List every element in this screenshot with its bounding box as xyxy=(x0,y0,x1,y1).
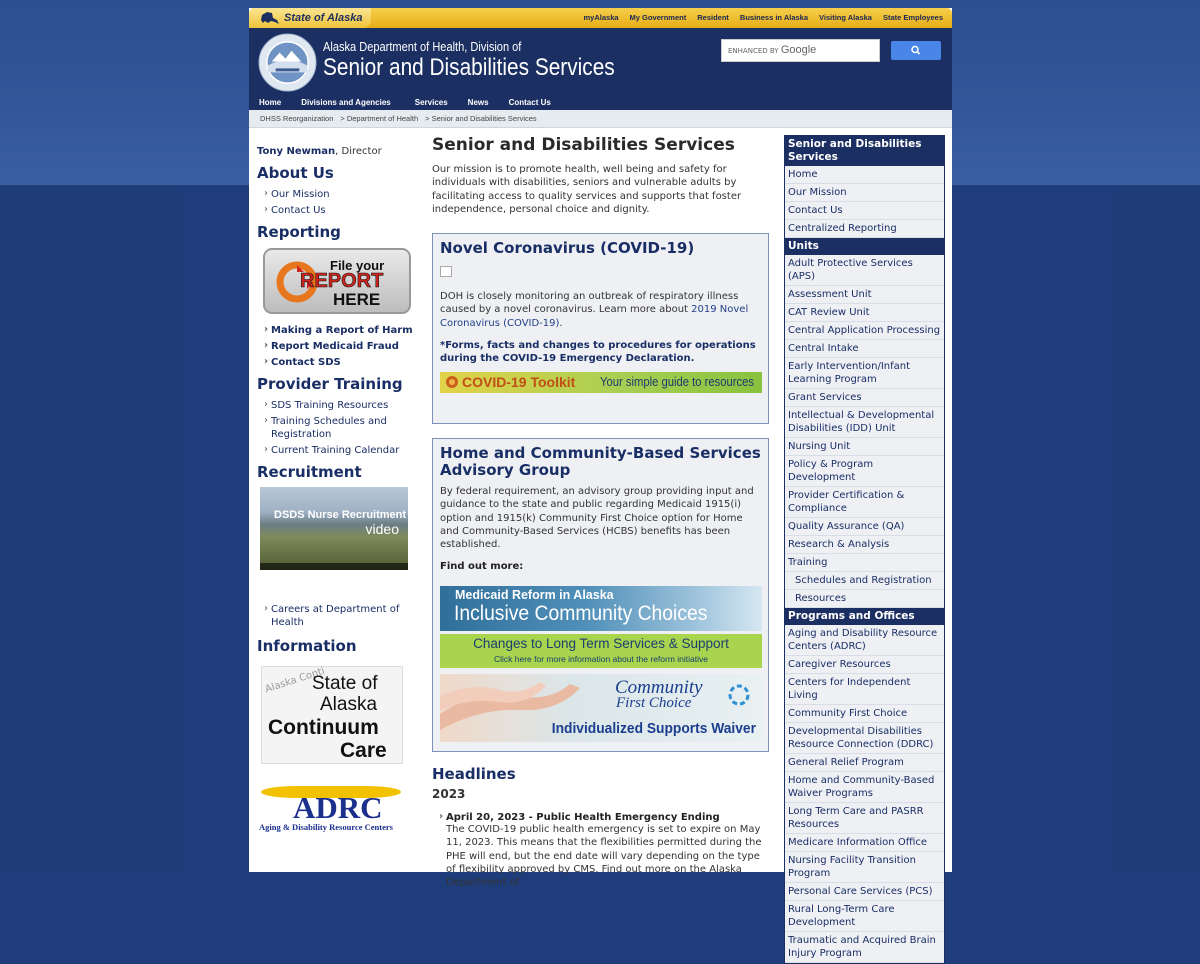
sidebar-link[interactable]: Home xyxy=(785,166,944,184)
toolkit-tagline: Your simple guide to resources xyxy=(600,375,755,390)
sidebar-link[interactable]: Central Application Processing xyxy=(785,322,944,340)
page-background-right xyxy=(1115,185,1200,872)
top-link-my-government[interactable]: My Government xyxy=(629,13,687,22)
video-title-line2: video xyxy=(365,521,399,537)
sidebar-link[interactable]: Assessment Unit xyxy=(785,286,944,304)
banner3-line3: Individualized Supports Waiver xyxy=(551,719,756,737)
page-container xyxy=(249,8,952,959)
state-of-alaska-link[interactable] xyxy=(249,8,371,28)
right-sidebar xyxy=(784,135,945,964)
nav-divisions[interactable]: Divisions and Agencies xyxy=(301,98,391,107)
recruitment-video[interactable] xyxy=(260,487,408,570)
sidebar-link[interactable]: Caregiver Resources xyxy=(785,656,944,674)
state-seal-icon[interactable] xyxy=(258,33,317,92)
information-heading: Information xyxy=(257,637,357,655)
covid-toolkit-banner[interactable] xyxy=(440,372,762,393)
mission-statement: Our mission is to promote health, well being and safety for individuals with disabilities, seniors and vulnerable adults by facilitating access to quality services and supports that foster independence, personal choice and dignity. xyxy=(432,164,742,215)
sidebar-link[interactable]: Nursing Unit xyxy=(785,438,944,456)
banner3-line2: First Choice xyxy=(616,694,692,711)
continuum-line4: Care xyxy=(340,739,387,762)
sidebar-link[interactable]: Quality Assurance (QA) xyxy=(785,518,944,536)
sidebar-link[interactable]: Training xyxy=(785,554,944,572)
sidebar-link[interactable]: Central Intake xyxy=(785,340,944,358)
sidebar-link[interactable]: Policy & Program Development xyxy=(785,456,944,487)
sidebar-link[interactable]: Traumatic and Acquired Brain Injury Program xyxy=(785,932,944,963)
search-input[interactable] xyxy=(721,39,880,62)
top-links xyxy=(584,8,943,28)
covid-info-link[interactable]: 2019 Novel Coronavirus (COVID-19) xyxy=(440,304,749,329)
sidebar-link[interactable]: Contact Us xyxy=(785,202,944,220)
video-controls[interactable] xyxy=(260,563,408,570)
sidebar-link[interactable]: Our Mission xyxy=(785,184,944,202)
report-banner-line2: REPORT xyxy=(300,270,384,292)
breadcrumb-item[interactable]: DHSS Reorganization xyxy=(260,114,334,123)
headlines-heading: Headlines xyxy=(432,765,516,783)
community-first-choice-banner[interactable] xyxy=(440,674,762,742)
sidebar-link[interactable]: Research & Analysis xyxy=(785,536,944,554)
director-name[interactable]: Tony Newman xyxy=(257,146,336,157)
sidebar-link[interactable]: Rural Long-Term Care Development xyxy=(785,901,944,932)
sidebar-link[interactable]: Personal Care Services (PCS) xyxy=(785,883,944,901)
covid-heading: Novel Coronavirus (COVID-19) xyxy=(440,239,695,257)
sidebar-link[interactable]: Provider Certification & Compliance xyxy=(785,487,944,518)
sidebar-link[interactable]: Nursing Facility Transition Program xyxy=(785,852,944,883)
search-enhanced-label: ENHANCED BY xyxy=(728,47,779,55)
page-background-left xyxy=(0,185,182,872)
top-link-business[interactable]: Business in Alaska xyxy=(739,13,809,22)
sidebar-section-heading: Programs and Offices xyxy=(785,608,944,625)
main-column xyxy=(432,135,772,216)
top-link-resident[interactable]: Resident xyxy=(697,13,729,22)
virus-icon xyxy=(443,373,461,391)
alaska-map-icon xyxy=(260,11,280,25)
nav-services[interactable]: Services xyxy=(414,98,448,107)
continuum-line1: State of xyxy=(312,673,378,694)
headlines-section xyxy=(432,765,772,889)
banner1-line1: Medicaid Reform in Alaska xyxy=(455,587,614,602)
breadcrumb-item: > Senior and Disabilities Services xyxy=(425,114,537,123)
continuum-bg-text: Alaska Conti xyxy=(263,665,327,696)
banner1-line2: Inclusive Community Choices xyxy=(454,601,708,625)
continuum-line2: Alaska xyxy=(320,694,378,715)
find-out-more: Find out more: xyxy=(440,561,524,573)
covid-box xyxy=(432,233,769,424)
sidebar-link[interactable]: Resources xyxy=(785,590,944,608)
banner3-line1: Community xyxy=(615,676,703,698)
org-name-line1: Alaska Department of Health, Division of xyxy=(323,39,522,54)
training-calendar-link[interactable]: › Current Training Calendar xyxy=(257,444,417,457)
state-top-bar xyxy=(249,8,952,28)
ltss-changes-banner[interactable] xyxy=(440,634,762,668)
nav-news[interactable]: News xyxy=(467,98,489,107)
community-logo-icon xyxy=(726,682,752,708)
careers-link[interactable]: › Careers at Department of Health xyxy=(257,603,417,629)
org-name-line2[interactable]: Senior and Disabilities Services xyxy=(323,54,615,81)
about-link-contact[interactable]: › Contact Us xyxy=(257,204,417,217)
search-brand-label: Google xyxy=(780,44,817,56)
report-harm-link[interactable]: › Making a Report of Harm xyxy=(257,324,417,337)
covid-text xyxy=(440,290,761,330)
left-column xyxy=(257,146,417,832)
toolkit-title: COVID-19 Toolkit xyxy=(462,374,576,391)
top-link-myalaska[interactable]: myAlaska xyxy=(583,13,619,22)
top-link-visiting[interactable]: Visiting Alaska xyxy=(819,13,872,22)
recruitment-heading: Recruitment xyxy=(257,463,362,481)
contact-sds-link[interactable]: › Contact SDS xyxy=(257,356,417,369)
sidebar-link[interactable]: Long Term Care and PASRR Resources xyxy=(785,803,944,834)
training-resources-link[interactable]: › SDS Training Resources xyxy=(257,399,417,412)
sidebar-link[interactable]: Aging and Disability Resource Centers (ADRC) xyxy=(785,625,944,656)
top-link-state-employees[interactable]: State Employees xyxy=(882,13,943,22)
adrc-logo[interactable] xyxy=(257,784,405,832)
sidebar-link[interactable]: CAT Review Unit xyxy=(785,304,944,322)
inclusive-choices-banner[interactable] xyxy=(440,586,762,631)
covid-forms-link[interactable]: *Forms, facts and changes to procedures for operations during the COVID-19 Emergency Declaration. xyxy=(440,339,756,365)
director-line xyxy=(257,146,417,157)
file-report-banner[interactable] xyxy=(263,248,411,314)
report-banner-line1: File your xyxy=(330,258,385,273)
video-title-line1: DSDS Nurse Recruitment xyxy=(274,509,407,521)
report-fraud-link[interactable]: › Report Medicaid Fraud xyxy=(257,340,417,353)
sidebar-section-heading: Units xyxy=(785,238,944,255)
reporting-heading: Reporting xyxy=(257,223,341,241)
hcbs-box xyxy=(432,438,769,752)
sidebar-link[interactable]: Developmental Disabilities Resource Connection (DDRC) xyxy=(785,723,944,754)
sidebar-link[interactable]: Intellectual & Developmental Disabilities (IDD) Unit xyxy=(785,407,944,438)
sidebar-link[interactable]: Community First Choice xyxy=(785,705,944,723)
sidebar-link[interactable]: Centers for Independent Living xyxy=(785,674,944,705)
about-heading: About Us xyxy=(257,164,334,182)
training-heading: Provider Training xyxy=(257,375,403,393)
page-title: Senior and Disabilities Services xyxy=(432,135,735,155)
site-banner xyxy=(249,28,952,96)
sidebar-link[interactable]: Home and Community-Based Waiver Programs xyxy=(785,772,944,803)
sidebar-link[interactable]: Medicare Information Office xyxy=(785,834,944,852)
hcbs-body: By federal requirement, an advisory group providing input and guidance to the state and public regarding Medicaid 1915(i) option and 1915(k) Community First Choice option for Home and Community-Based Services (HCBS) benefits has been established. xyxy=(440,486,754,551)
breadcrumb-item[interactable]: > Department of Health xyxy=(340,114,419,123)
search-icon xyxy=(891,41,941,60)
sidebar-link[interactable]: Adult Protective Services (APS) xyxy=(785,255,944,286)
sidebar-link[interactable]: Centralized Reporting xyxy=(785,220,944,238)
main-nav xyxy=(249,96,952,110)
banner2-line1: Changes to Long Term Services & Support xyxy=(473,635,729,651)
director-title: , Director xyxy=(335,146,382,157)
covid-text-before: DOH is closely monitoring an outbreak of respiratory illness caused by a novel coronavirus. Learn more about xyxy=(440,291,739,316)
about-link-mission[interactable]: › Our Mission xyxy=(257,188,417,201)
hcbs-heading: Home and Community-Based Services Advisory Group xyxy=(440,444,761,479)
sidebar-link[interactable]: Schedules and Registration xyxy=(785,572,944,590)
broken-image-icon xyxy=(440,266,452,277)
continuum-care-image[interactable] xyxy=(261,666,403,764)
banner2-line2: Click here for more information about the reform initiative xyxy=(493,653,708,664)
sidebar-link[interactable]: General Relief Program xyxy=(785,754,944,772)
covid-text-after: . xyxy=(559,317,563,329)
nav-contact[interactable]: Contact Us xyxy=(508,98,551,107)
report-banner-line3: HERE xyxy=(333,290,381,309)
state-of-alaska-label: State of Alaska xyxy=(284,12,363,24)
headline-title[interactable]: › April 20, 2023 - Public Health Emergency Ending xyxy=(432,812,772,823)
adrc-logo-text: ADRC xyxy=(293,790,383,825)
adrc-caption: Aging & Disability Resource Centers xyxy=(259,822,393,832)
sidebar-link[interactable]: Early Intervention/Infant Learning Program xyxy=(785,358,944,389)
sidebar-link[interactable]: Grant Services xyxy=(785,389,944,407)
breadcrumb xyxy=(249,110,952,128)
headlines-year: 2023 xyxy=(432,787,466,801)
sidebar-section-heading: Senior and Disabilities Services xyxy=(785,136,944,166)
training-schedules-link[interactable]: › Training Schedules and Registration xyxy=(257,415,417,441)
headline-body: The COVID-19 public health emergency is set to expire on May 11, 2023. This means that the flexibilities permitted during the PHE will end, but the end date will vary depending on the type of flexibility approved by CMS. Find out more on the Alaska Department of xyxy=(446,824,762,889)
nav-home[interactable]: Home xyxy=(259,98,282,107)
continuum-line3: Continuum xyxy=(268,716,379,739)
search-button[interactable] xyxy=(891,41,941,60)
